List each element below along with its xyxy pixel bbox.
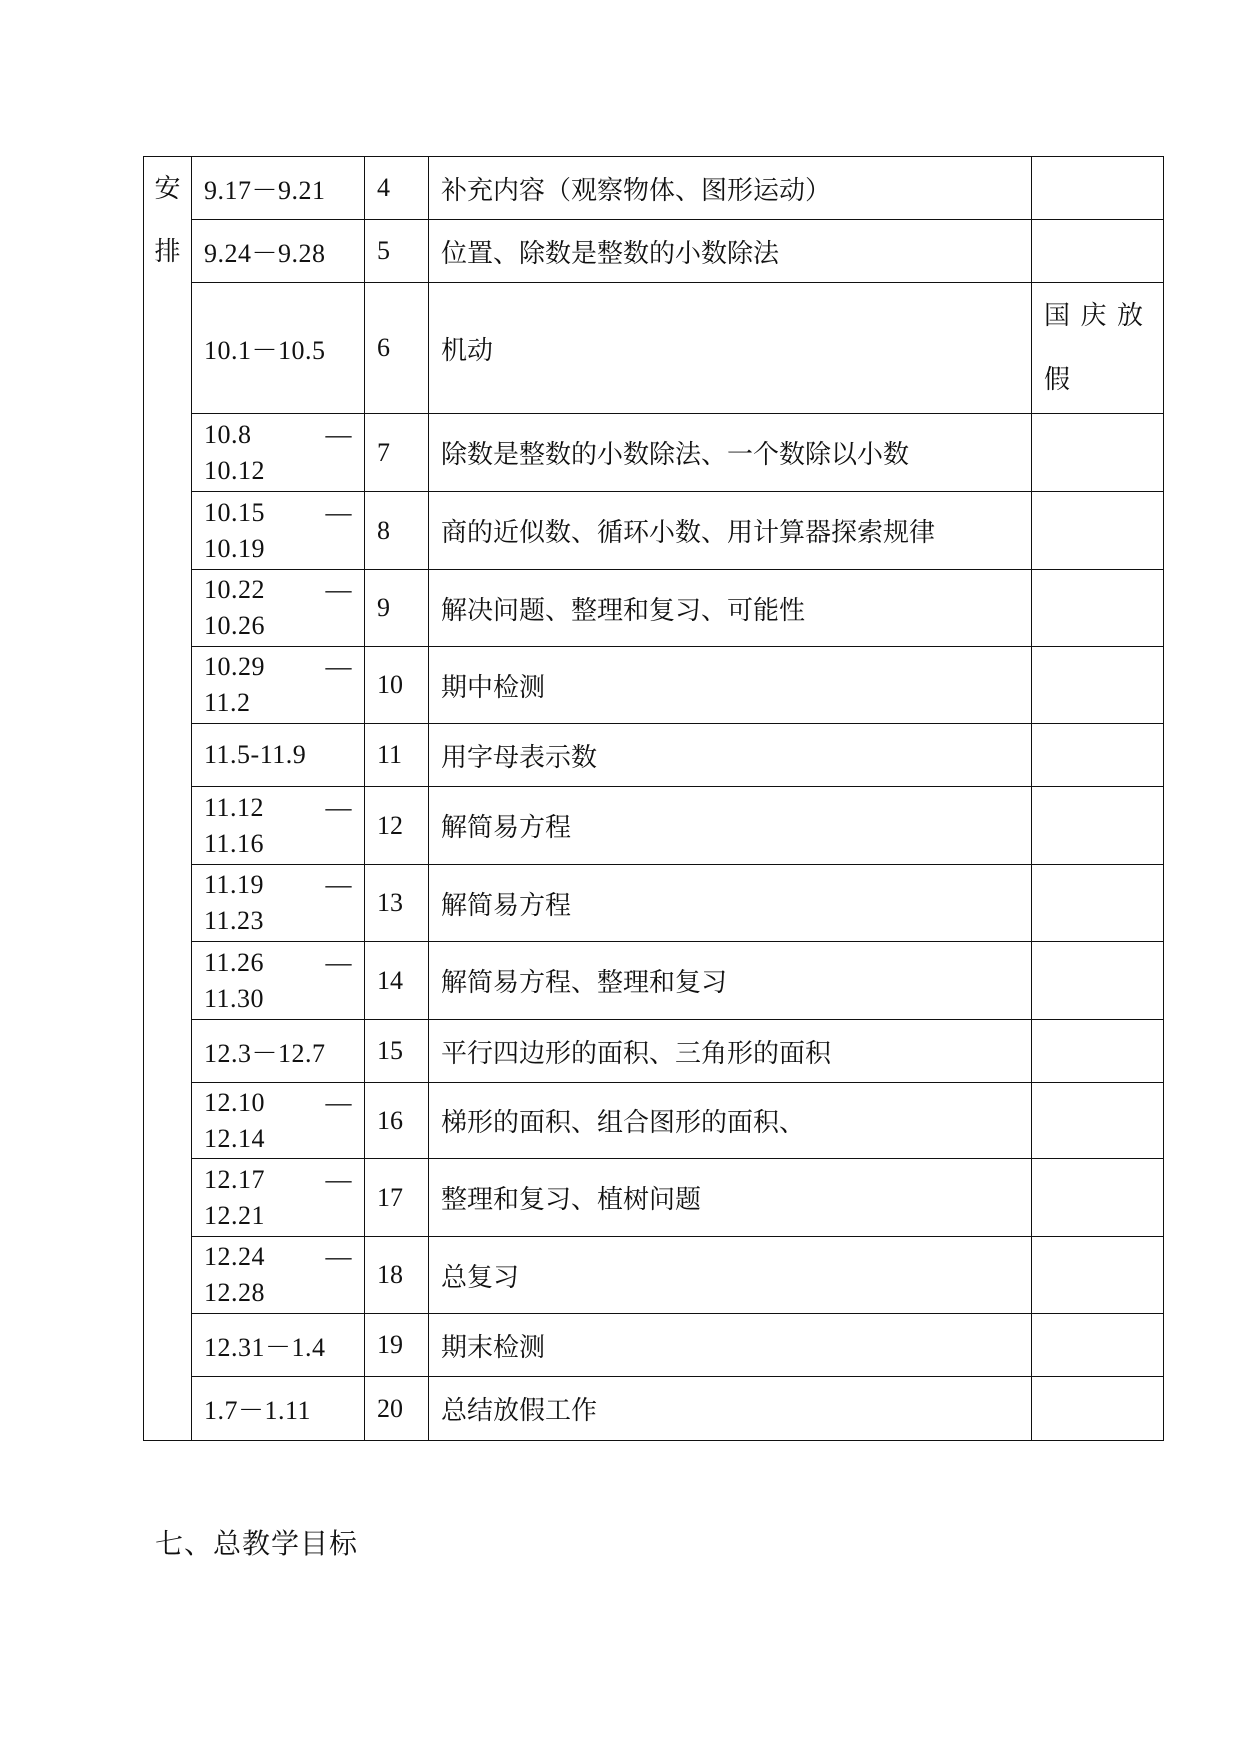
note-cell xyxy=(1032,1159,1164,1237)
content-cell: 解简易方程、整理和复习 xyxy=(429,942,1032,1020)
date-line-end xyxy=(204,1121,352,1157)
date-text: 9.17－9.21 xyxy=(204,175,326,205)
date-cell xyxy=(192,1237,365,1314)
schedule-body xyxy=(144,157,1164,1441)
week-cell: 17 xyxy=(365,1159,429,1237)
date-line-end xyxy=(204,1275,352,1311)
schedule-row xyxy=(144,1377,1164,1441)
date-line-start xyxy=(204,417,352,453)
content-cell: 平行四边形的面积、三角形的面积 xyxy=(429,1020,1032,1083)
schedule-row xyxy=(144,283,1164,414)
content-cell: 用字母表示数 xyxy=(429,724,1032,787)
date-separator: — xyxy=(325,575,352,604)
date-cell xyxy=(192,1159,365,1237)
date-cell xyxy=(192,220,365,283)
date-end: 11.23 xyxy=(204,906,265,935)
content-cell: 解简易方程 xyxy=(429,865,1032,942)
date-cell xyxy=(192,1020,365,1083)
schedule-row xyxy=(144,942,1164,1020)
date-line-start xyxy=(204,495,352,531)
note-cell xyxy=(1032,492,1164,570)
schedule-row xyxy=(144,865,1164,942)
content-cell: 补充内容（观察物体、图形运动） xyxy=(429,157,1032,220)
week-cell: 12 xyxy=(365,787,429,865)
schedule-row xyxy=(144,157,1164,220)
week-cell: 11 xyxy=(365,724,429,787)
week-cell: 5 xyxy=(365,220,429,283)
date-end: 11.30 xyxy=(204,983,265,1013)
date-cell xyxy=(192,414,365,492)
date-start: 10.29 xyxy=(204,652,265,681)
date-separator: — xyxy=(325,652,352,681)
week-cell: 4 xyxy=(365,157,429,220)
content-cell: 商的近似数、循环小数、用计算器探索规律 xyxy=(429,492,1032,570)
date-line-end xyxy=(204,685,352,721)
date-cell xyxy=(192,865,365,942)
date-cell xyxy=(192,283,365,414)
date-line-end xyxy=(204,826,352,862)
date-end: 12.14 xyxy=(204,1123,265,1153)
date-start: 10.15 xyxy=(204,497,265,527)
date-cell xyxy=(192,724,365,787)
content-cell: 总复习 xyxy=(429,1237,1032,1314)
week-cell: 6 xyxy=(365,283,429,414)
date-separator: — xyxy=(325,1164,352,1194)
side-label-char: 安 xyxy=(154,174,181,203)
date-line-end xyxy=(204,981,352,1017)
date-line-end xyxy=(204,453,352,489)
schedule-row xyxy=(144,1237,1164,1314)
schedule-row xyxy=(144,414,1164,492)
week-cell: 8 xyxy=(365,492,429,570)
week-cell: 16 xyxy=(365,1083,429,1159)
date-line-end xyxy=(204,531,352,567)
note-cell xyxy=(1032,724,1164,787)
content-cell: 机动 xyxy=(429,283,1032,414)
schedule-row xyxy=(144,570,1164,647)
date-end: 10.26 xyxy=(204,611,265,640)
note-cell xyxy=(1032,157,1164,220)
content-cell: 期中检测 xyxy=(429,647,1032,724)
schedule-row xyxy=(144,492,1164,570)
date-start: 10.22 xyxy=(204,575,265,604)
content-cell: 期末检测 xyxy=(429,1314,1032,1377)
date-line-end xyxy=(204,608,352,644)
date-text: 12.3－12.7 xyxy=(204,1038,326,1068)
schedule-row xyxy=(144,220,1164,283)
date-separator: — xyxy=(325,419,352,449)
date-cell xyxy=(192,1314,365,1377)
note-cell xyxy=(1032,1314,1164,1377)
date-text: 9.24－9.28 xyxy=(204,238,326,268)
date-line-start xyxy=(204,867,352,903)
date-line-end xyxy=(204,1198,352,1234)
date-line-end xyxy=(204,903,352,939)
date-start: 11.12 xyxy=(204,792,265,822)
date-separator: — xyxy=(325,1087,352,1117)
date-cell xyxy=(192,787,365,865)
date-line-start xyxy=(204,790,352,826)
date-separator: — xyxy=(325,1242,352,1271)
schedule-row xyxy=(144,724,1164,787)
schedule-row xyxy=(144,1159,1164,1237)
week-cell: 13 xyxy=(365,865,429,942)
note-cell xyxy=(1032,1083,1164,1159)
side-label-cell xyxy=(144,157,192,1441)
week-cell: 19 xyxy=(365,1314,429,1377)
week-cell: 14 xyxy=(365,942,429,1020)
schedule-row xyxy=(144,1314,1164,1377)
date-line-start xyxy=(204,1085,352,1121)
date-cell xyxy=(192,942,365,1020)
date-line-start xyxy=(204,945,352,981)
content-cell: 位置、除数是整数的小数除法 xyxy=(429,220,1032,283)
date-end: 10.19 xyxy=(204,533,265,563)
schedule-row xyxy=(144,647,1164,724)
week-cell: 7 xyxy=(365,414,429,492)
date-end: 12.28 xyxy=(204,1278,265,1307)
note-cell xyxy=(1032,787,1164,865)
date-text: 1.7－1.11 xyxy=(204,1396,312,1425)
date-start: 12.17 xyxy=(204,1164,265,1194)
date-text: 11.5-11.9 xyxy=(204,740,307,769)
date-cell xyxy=(192,492,365,570)
content-cell: 解决问题、整理和复习、可能性 xyxy=(429,570,1032,647)
note-cell xyxy=(1032,1237,1164,1314)
schedule-row xyxy=(144,787,1164,865)
date-text: 12.31－1.4 xyxy=(204,1332,326,1362)
date-separator: — xyxy=(325,870,352,899)
week-cell: 10 xyxy=(365,647,429,724)
note-cell xyxy=(1032,220,1164,283)
note-cell xyxy=(1032,647,1164,724)
note-cell: 国庆放假 xyxy=(1032,283,1164,414)
date-end: 10.12 xyxy=(204,455,265,485)
date-cell xyxy=(192,1377,365,1441)
side-label-char: 排 xyxy=(154,237,181,266)
date-separator: — xyxy=(325,497,352,527)
date-end: 11.2 xyxy=(204,688,251,717)
date-end: 11.16 xyxy=(204,828,265,858)
schedule-row xyxy=(144,1020,1164,1083)
date-start: 10.8 xyxy=(204,419,252,449)
date-start: 11.19 xyxy=(204,870,265,899)
date-cell xyxy=(192,570,365,647)
section-heading: 七、总教学目标 xyxy=(155,1529,359,1560)
date-separator: — xyxy=(325,792,352,822)
content-cell: 除数是整数的小数除法、一个数除以小数 xyxy=(429,414,1032,492)
content-cell: 解简易方程 xyxy=(429,787,1032,865)
note-cell xyxy=(1032,865,1164,942)
date-cell xyxy=(192,157,365,220)
date-separator: — xyxy=(325,947,352,977)
schedule-table xyxy=(143,156,1164,1441)
date-cell xyxy=(192,647,365,724)
date-text: 10.1－10.5 xyxy=(204,335,326,365)
date-line-start xyxy=(204,1239,352,1275)
content-cell: 总结放假工作 xyxy=(429,1377,1032,1441)
date-line-start xyxy=(204,1162,352,1198)
date-start: 11.26 xyxy=(204,947,265,977)
date-cell xyxy=(192,1083,365,1159)
note-cell xyxy=(1032,942,1164,1020)
week-cell: 20 xyxy=(365,1377,429,1441)
content-cell: 梯形的面积、组合图形的面积、 xyxy=(429,1083,1032,1159)
note-cell xyxy=(1032,1377,1164,1441)
note-cell xyxy=(1032,1020,1164,1083)
date-start: 12.10 xyxy=(204,1087,265,1117)
date-end: 12.21 xyxy=(204,1200,265,1230)
date-line-start xyxy=(204,649,352,685)
date-line-start xyxy=(204,572,352,608)
week-cell: 18 xyxy=(365,1237,429,1314)
date-start: 12.24 xyxy=(204,1242,265,1271)
content-cell: 整理和复习、植树问题 xyxy=(429,1159,1032,1237)
note-cell xyxy=(1032,570,1164,647)
note-cell xyxy=(1032,414,1164,492)
schedule-row xyxy=(144,1083,1164,1159)
week-cell: 15 xyxy=(365,1020,429,1083)
week-cell: 9 xyxy=(365,570,429,647)
